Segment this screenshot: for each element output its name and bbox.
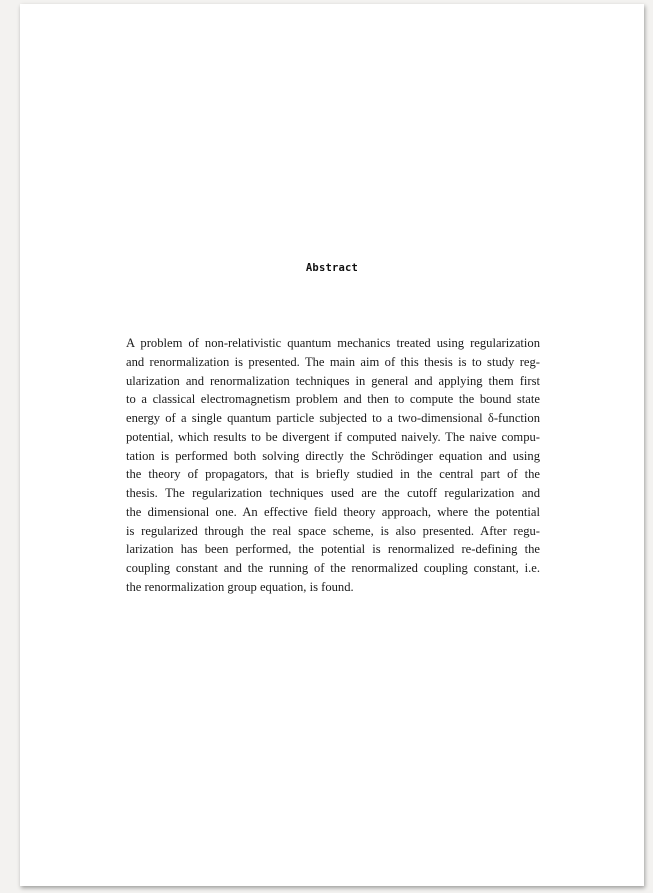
abstract-line: is regularized through the real space scheme, is also presented. After regu-: [126, 523, 540, 538]
document-page: [20, 4, 644, 886]
abstract-line: coupling constant and the running of the renormalized coupling constant, i.e.: [126, 561, 540, 575]
abstract-body: [126, 334, 540, 597]
abstract-heading: Abstract: [305, 262, 359, 274]
abstract-line: the dimensional one. An effective field theory approach, where the potential: [126, 504, 540, 519]
abstract-line: and renormalization is presented. The main aim of this thesis is to study reg-: [126, 354, 540, 369]
abstract-line: to a classical electromagnetism problem and then to compute the bound state: [126, 392, 540, 407]
abstract-line: tation is performed both solving directly the Schrödinger equation and using: [126, 448, 540, 463]
abstract-line: energy of a single quantum particle subjected to a two-dimensional δ-function: [126, 411, 540, 425]
abstract-line: the theory of propagators, that is briefly studied in the central part of the: [126, 467, 540, 482]
abstract-line: potential, which results to be divergent if computed naively. The naive compu-: [126, 429, 540, 444]
abstract-line: thesis. The regularization techniques used are the cutoff regularization and: [126, 486, 540, 500]
abstract-line: A problem of non-relativistic quantum mechanics treated using regularization: [126, 336, 540, 350]
abstract-line: ularization and renormalization techniques in general and applying them first: [126, 373, 540, 388]
abstract-line: the renormalization group equation, is found.: [126, 579, 354, 594]
abstract-line: larization has been performed, the potential is renormalized re-defining the: [126, 542, 540, 557]
